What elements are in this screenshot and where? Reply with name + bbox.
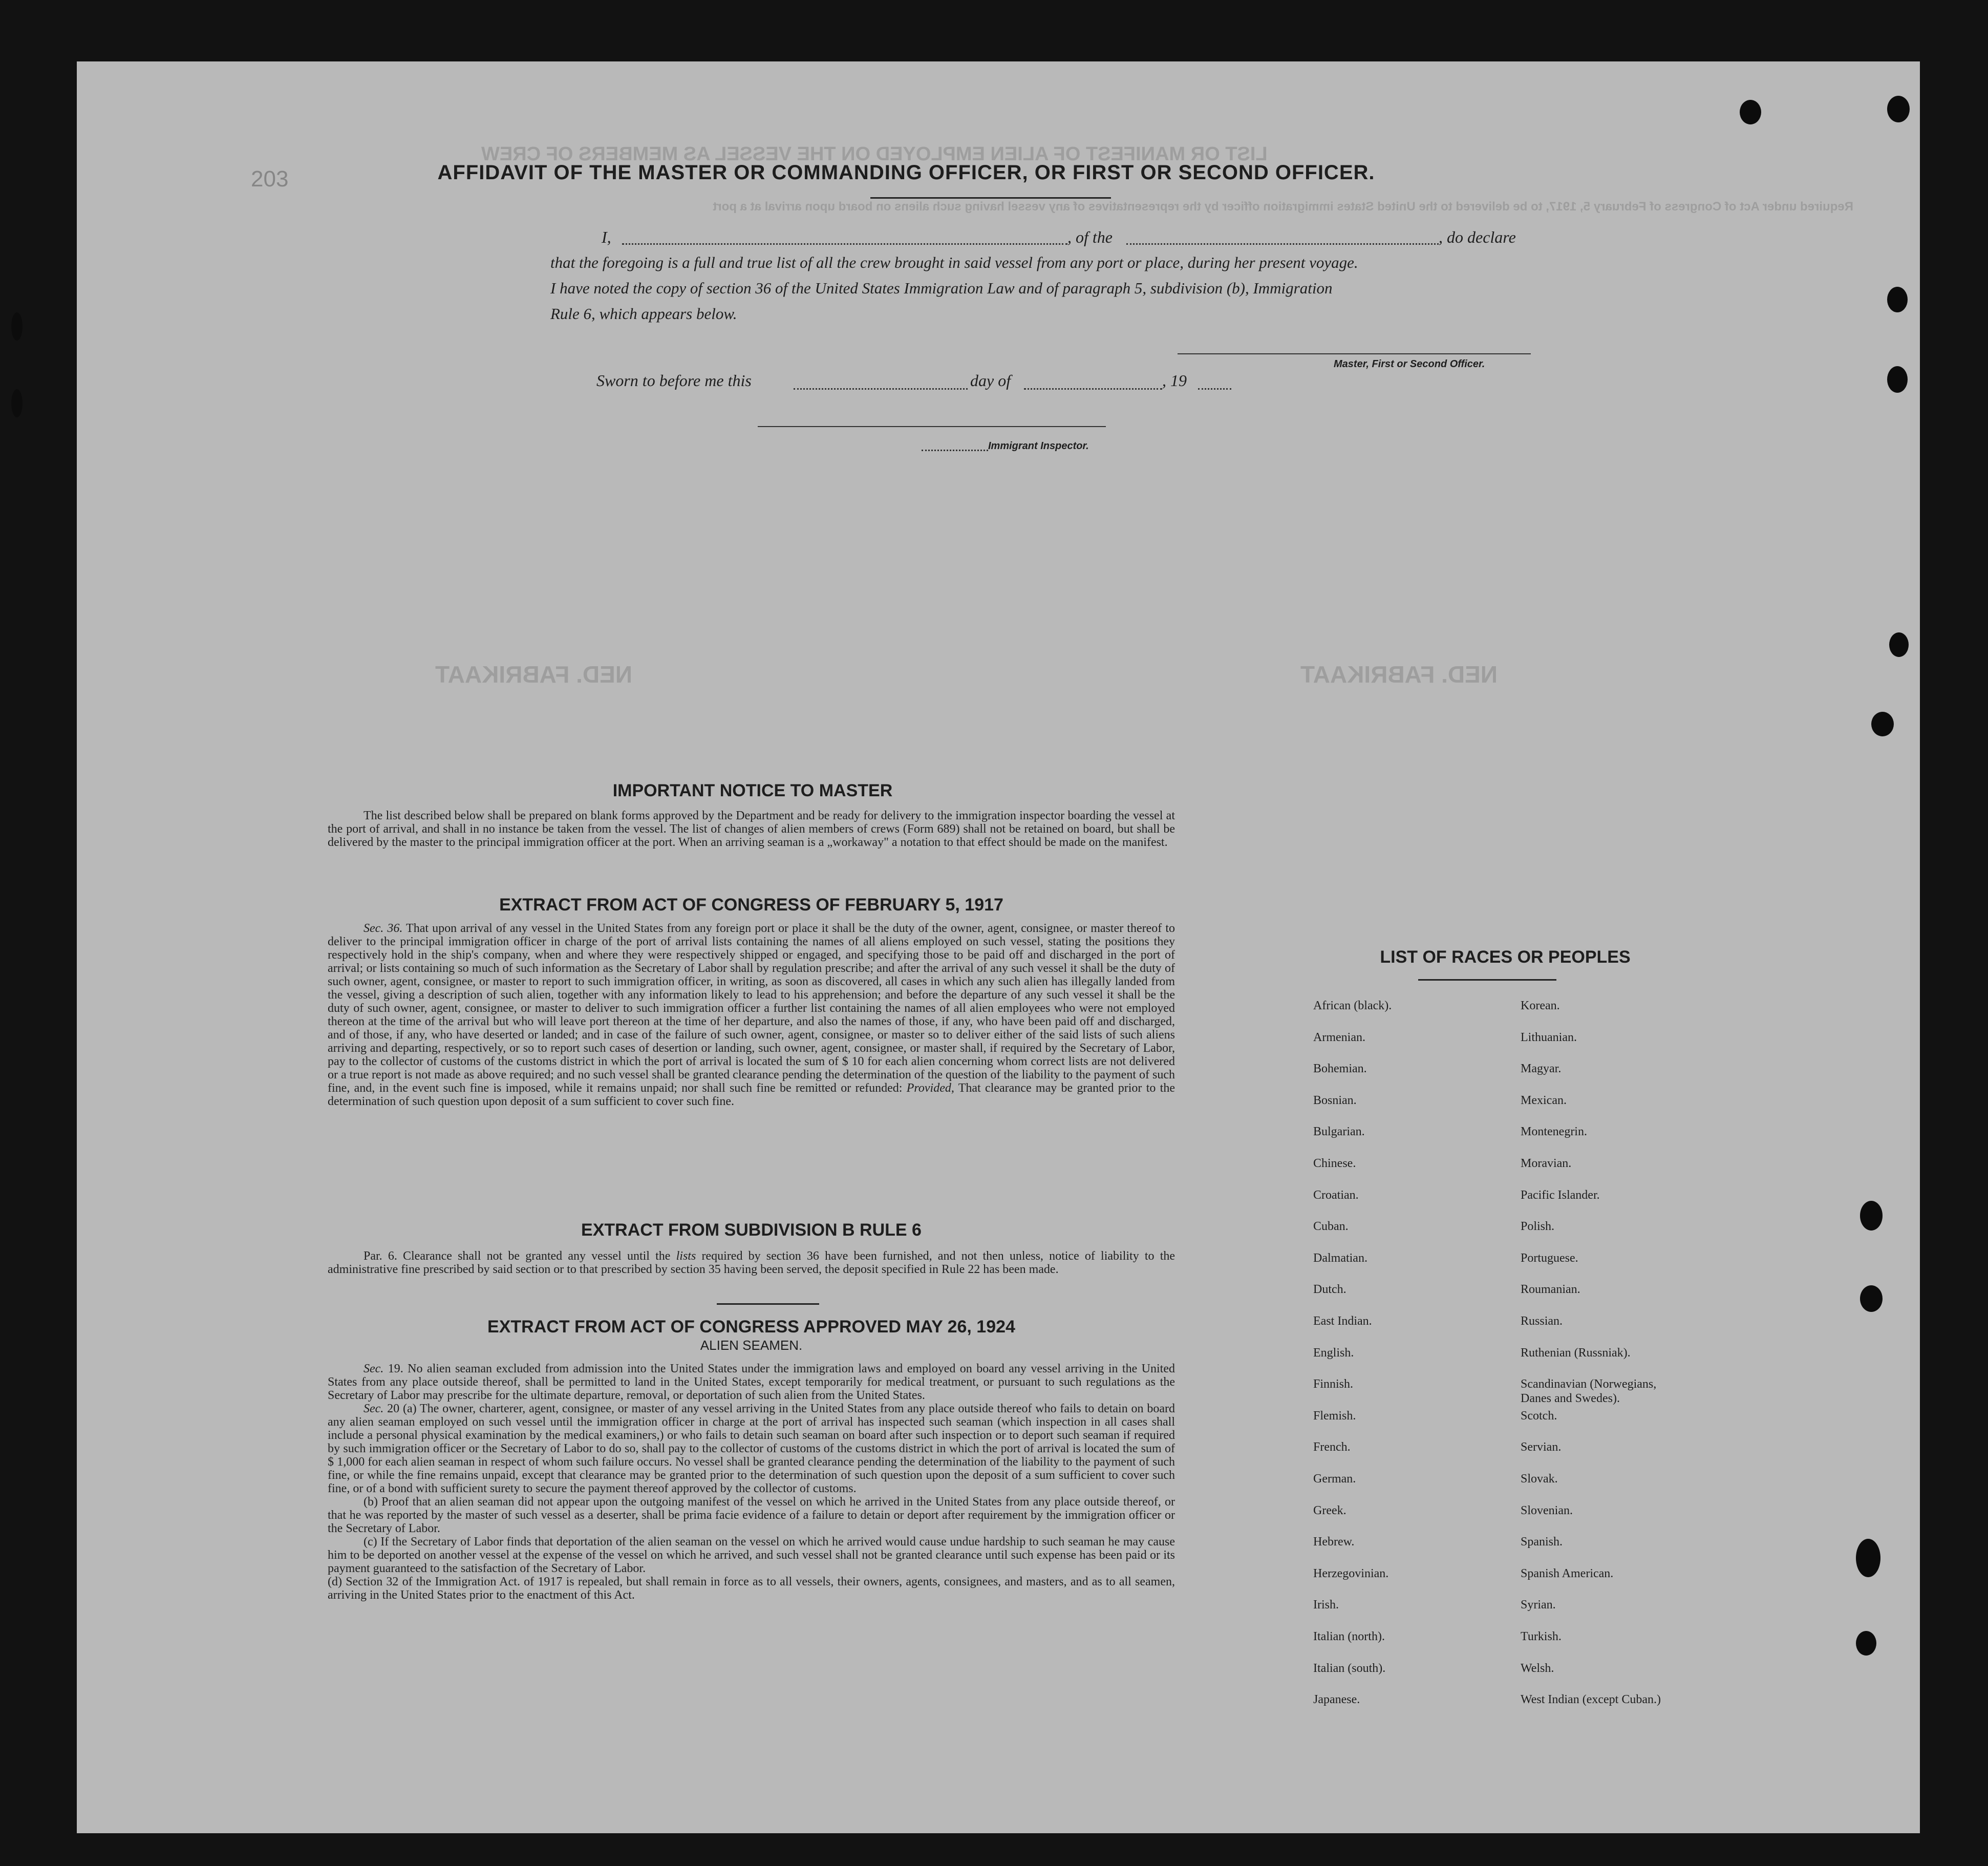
race-item: Portuguese.: [1521, 1251, 1578, 1265]
master-signature-line: [1178, 353, 1531, 354]
affidavit-of-the: , of the: [1067, 228, 1113, 246]
race-item: Pacific Islander.: [1521, 1188, 1600, 1202]
month-blank: [1024, 388, 1162, 390]
race-item: Roumanian.: [1521, 1283, 1580, 1297]
day-of-label: day of: [970, 371, 1011, 390]
year-blank: [1198, 388, 1231, 390]
affidavit-line-4: Rule 6, which appears below.: [550, 305, 737, 323]
notice-text: The list described below shall be prepared on blank forms approved by the Department and be ready for delivery to the immigration inspector boarding the vessel at the port of arrival, and shall in no instance be taken from the vessel. The list of changes of alien members of crews (Form 689) shall not be retained on board, but shall be delivered by the master to the principal immigration officer at the port. When an arriving seaman is a „workaway" a notation to that effect should be made on the manifest.: [328, 809, 1175, 849]
extract-1917-text: [328, 922, 1175, 1108]
punch-hole: [1860, 1201, 1883, 1231]
punch-hole: [11, 312, 23, 341]
punch-hole: [11, 389, 23, 417]
race-item: Italian (north).: [1313, 1630, 1385, 1643]
race-item: Croatian.: [1313, 1188, 1359, 1202]
race-item: German.: [1313, 1472, 1356, 1486]
divider: [1418, 979, 1556, 981]
section-20-d: (d) Section 32 of the Immigration Act. of 1917 is repealed, but shall remain in force as to all vessels, their owners, agents, consignees, and masters, and as to all seamen, arriving in the United States prior to the enactment of this Act.: [328, 1575, 1175, 1602]
punch-hole: [1860, 1285, 1883, 1312]
section-19-body: 19. No alien seaman excluded from admission into the United States under the immigration laws and employed on board any vessel arriving in the United States from any place outside thereof, shall be permitted to land in the United States, except temporarily for medical treatment, or pursuant to such regulations as the Secretary of Labor may prescribe for the ultimate departure, removal, or deportation of such alien from the United States.: [328, 1362, 1175, 1402]
divider: [870, 197, 1111, 199]
affidavit-line-2: that the foregoing is a full and true list of all the crew brought in said vessel from any port or place, during her present voyage.: [550, 253, 1358, 271]
race-item: West Indian (except Cuban.): [1521, 1693, 1661, 1707]
race-item: Ruthenian (Russniak).: [1521, 1346, 1631, 1360]
section-36-label: Sec. 36.: [364, 922, 403, 935]
race-item: Lithuanian.: [1521, 1030, 1577, 1044]
punch-hole: [1740, 100, 1761, 124]
master-signature-label: Master, First or Second Officer.: [1334, 358, 1485, 370]
affidavit-title: AFFIDAVIT OF THE MASTER OR COMMANDING OFFICER, OR FIRST OR SECOND OFFICER.: [437, 161, 1375, 184]
lists-word: lists: [676, 1249, 696, 1263]
race-item: Bosnian.: [1313, 1093, 1357, 1107]
extract-1924-text: [328, 1362, 1175, 1602]
race-item: English.: [1313, 1346, 1354, 1360]
race-item: Chinese.: [1313, 1157, 1356, 1170]
rule-6-body-a: Par. 6. Clearance shall not be granted any vessel until the: [364, 1249, 671, 1263]
section-20: [328, 1402, 1175, 1495]
race-item: Russian.: [1521, 1314, 1563, 1328]
bleed-through-stamp: NED. FABRIKAAT: [1300, 661, 1498, 688]
affidavit-do-declare: , do declare: [1439, 228, 1516, 246]
race-item: Montenegrin.: [1521, 1125, 1587, 1139]
name-blank: [622, 243, 1067, 245]
rule-6-title: EXTRACT FROM SUBDIVISION B RULE 6: [581, 1220, 922, 1240]
race-item: Flemish.: [1313, 1409, 1356, 1423]
race-item: Slovak.: [1521, 1472, 1558, 1486]
vessel-blank: [1126, 243, 1439, 245]
punch-hole: [1887, 96, 1910, 122]
punch-hole: [1889, 632, 1909, 657]
divider: [717, 1303, 819, 1305]
inspector-signature-line: [758, 426, 1106, 427]
sec-label: Sec.: [364, 1362, 384, 1375]
race-item: Bohemian.: [1313, 1062, 1367, 1076]
race-item: Herzegovinian.: [1313, 1566, 1389, 1580]
race-item: Finnish.: [1313, 1377, 1354, 1391]
race-item: Hebrew.: [1313, 1535, 1355, 1549]
race-item: Magyar.: [1521, 1062, 1562, 1076]
race-item: Polish.: [1521, 1220, 1555, 1234]
section-36-proviso: That clearance may be granted prior to the determination of such question upon deposit of a sum sufficient to cover such fine.: [328, 1082, 1175, 1108]
extract-1924-subtitle: ALIEN SEAMEN.: [700, 1338, 803, 1353]
race-item: Italian (south).: [1313, 1661, 1386, 1675]
extract-1924-title: EXTRACT FROM ACT OF CONGRESS APPROVED MAY 26, 1924: [487, 1317, 1015, 1337]
race-item: Welsh.: [1521, 1661, 1554, 1675]
race-item: Syrian.: [1521, 1598, 1556, 1612]
race-item: Mexican.: [1521, 1093, 1567, 1107]
sworn-label: Sworn to before me this: [596, 371, 752, 390]
punch-hole: [1871, 712, 1894, 736]
affidavit-i-label: I,: [602, 228, 611, 246]
race-item: African (black).: [1313, 999, 1392, 1012]
inspector-blank: [922, 450, 988, 451]
race-item: Spanish.: [1521, 1535, 1563, 1549]
provided-word: Provided,: [906, 1082, 954, 1095]
bleed-through-title: LIST OR MANIFEST OF ALIEN EMPLOYED ON THE VESSEL AS MEMBERS OF CREW: [481, 143, 1268, 165]
year-label: , 19: [1162, 371, 1187, 390]
race-item: Slovenian.: [1521, 1503, 1573, 1517]
section-36-body: That upon arrival of any vessel in the United States from any foreign port or place it shall be the duty of the owner, agent, consignee, or master thereof to deliver to the principal immigration officer in charge of the port of arrival lists containing the names of all aliens employed on such vessel, stating the positions they respectively hold in the ship's company, when and where they were respectively shipped or engaged, and specifying those to be paid off and discharged in the port of arrival; or lists containing so much of such information as the Secretary of Labor shall by regulation prescribe; and after the arrival of any such vessel it shall be the duty of such owner, agent, consignee, or master to report to such immigration officer, in writing, as soon as discovered, all cases in which any such alien has illegally landed from the vessel, giving a description of such alien, together with any information likely to lead to his apprehension; and before the departure of any such vessel it shall be the duty of such owner, agent, consignee, or master to deliver to such immigration officer a further list containing the names of all alien employees who were not employed thereon at the time of the arrival but who will leave port thereon at the time of her departure, and also the names of those, if any, who have been paid off and discharged, and of those, if any, who have deserted or landed; and in case of the failure of such owner, agent, consignee, or master so to deliver either of the said lists of such aliens arriving and departing, respectively, or so to report such cases of desertion or landing, such owner, agent, consignee, or master shall, if required by the Secretary of Labor, pay to the collector of customs of the customs district in which the port of arrival is located the sum of $ 10 for each alien concerning whom correct lists are not delivered or a true report is not made as above required; and no such vessel shall be granted clearance pending the determination of the question of the liability to the payment of such fine, and, in the event such fine is imposed, while it remains unpaid; nor shall such fine be remitted or refunded:: [328, 922, 1175, 1095]
sec-label: Sec.: [364, 1402, 384, 1415]
race-item: Bulgarian.: [1313, 1125, 1365, 1139]
section-20-body: 20 (a) The owner, charterer, agent, consignee, or master of any vessel arriving in the United States from any place outside thereof who fails to detain on board any alien seaman employed on such vessel until the immigration officer in charge at the port of arrival has inspected such seaman (which inspection in all cases shall include a personal physical examination by the medical examiners,) or who fails to detain such seaman on board after such inspection or to deport such seaman if required by such immigration officer or the Secretary of Labor to do so, shall pay to the collector of customs of the customs district in which the port of arrival is located the sum of $ 1,000 for each alien seaman in respect of whom such failure occurs. No vessel shall be granted clearance pending the determination of the liability to the payment of such fine, or while the fine remains unpaid, except that clearance may be granted prior to the determination of such question upon the deposit of a sum sufficient to cover such fine, or of a bond with sufficient surety to secure the payment thereof approved by the collector of customs.: [328, 1402, 1175, 1495]
extract-1917-title: EXTRACT FROM ACT OF CONGRESS OF FEBRUARY 5, 1917: [499, 895, 1003, 915]
race-item: Greek.: [1313, 1503, 1346, 1517]
section-20-b: (b) Proof that an alien seaman did not appear upon the outgoing manifest of the vessel on which he arrived in the United States from any place outside thereof, or that he was reported by the master of such vessel as a deserter, shall be prima facie evidence of a failure to detain or deport after requirement by the immigration officer or the Secretary of Labor.: [328, 1495, 1175, 1535]
race-item: Cuban.: [1313, 1220, 1349, 1234]
race-item: East Indian.: [1313, 1314, 1372, 1328]
section-19: [328, 1362, 1175, 1402]
race-item: Dalmatian.: [1313, 1251, 1367, 1265]
race-item: Irish.: [1313, 1598, 1339, 1612]
affidavit-line-3: I have noted the copy of section 36 of the United States Immigration Law and of paragraph 5, subdivision (b), Immigration: [550, 279, 1333, 297]
race-item: Dutch.: [1313, 1283, 1346, 1297]
inspector-label: Immigrant Inspector.: [988, 440, 1089, 452]
race-item: French.: [1313, 1440, 1351, 1454]
races-title: LIST OF RACES OR PEOPLES: [1380, 947, 1631, 967]
race-item: Japanese.: [1313, 1693, 1360, 1707]
bleed-through-stamp: NED. FABRIKAAT: [435, 661, 633, 688]
rule-6-text: [328, 1249, 1175, 1276]
race-item: Servian.: [1521, 1440, 1562, 1454]
race-item: Armenian.: [1313, 1030, 1365, 1044]
race-item: Korean.: [1521, 999, 1560, 1012]
notice-title: IMPORTANT NOTICE TO MASTER: [612, 781, 893, 800]
punch-hole: [1887, 287, 1908, 312]
bleed-through-subtitle: Required under Act of Congress of February 5, 1917, to be delivered to the United States immigration officer by the representatives of any vessel having such aliens on board upon arrival at a port: [713, 200, 1853, 214]
race-item: Spanish American.: [1521, 1566, 1614, 1580]
punch-hole: [1856, 1631, 1876, 1656]
race-item: Scandinavian (Norwegians, Danes and Swedes).: [1521, 1377, 1657, 1406]
section-20-c: (c) If the Secretary of Labor finds that deportation of the alien seaman on the vessel on which he arrived would cause undue hardship to such seaman he may cause him to be deported on another vessel at the expense of the vessel on which he arrived, and such vessel shall not be granted clearance until such expense has been paid or its payment guaranteed to the satisfaction of the Secretary of Labor.: [328, 1535, 1175, 1575]
race-item: Moravian.: [1521, 1157, 1572, 1170]
race-item: Turkish.: [1521, 1630, 1562, 1643]
race-item: Scotch.: [1521, 1409, 1557, 1423]
punch-hole: [1856, 1539, 1880, 1577]
sworn-day-blank: [794, 388, 968, 390]
punch-hole: [1887, 366, 1908, 393]
sheet-number: 203: [251, 166, 289, 192]
rule-6-body-b: required by section 36 have been furnished, and not then unless, notice of liability to the administrative fine prescribed by said section or to that prescribed by section 35 having been served, the deposit specified in Rule 22 has been made.: [328, 1249, 1175, 1276]
